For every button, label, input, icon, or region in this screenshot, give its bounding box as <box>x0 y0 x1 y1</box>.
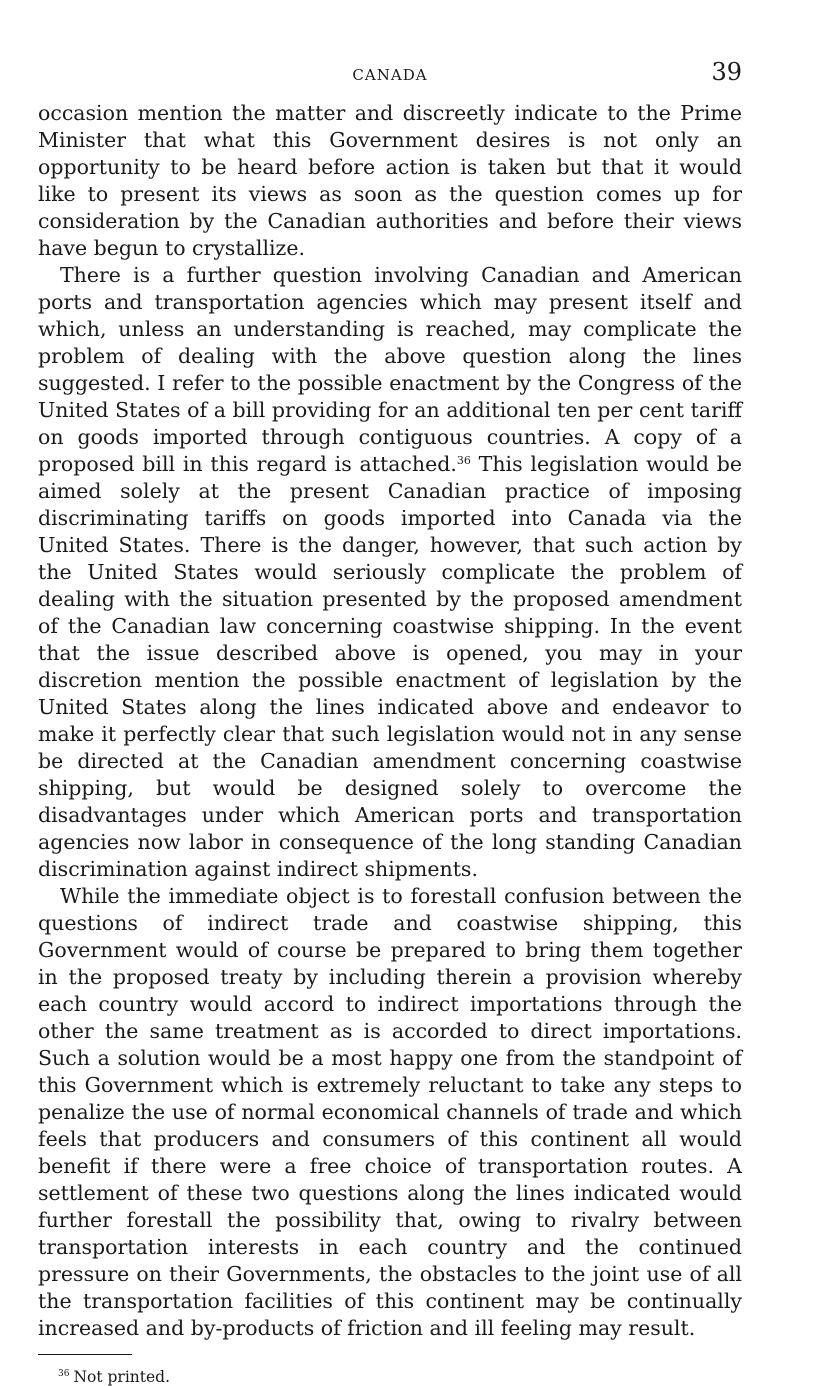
paragraph-2 <box>38 262 742 883</box>
footnote-mark: 36 <box>58 1369 70 1379</box>
footnote-divider <box>38 1354 132 1355</box>
footnote-reference: 36 <box>456 454 471 467</box>
footnote <box>58 1368 742 1386</box>
running-head-title: CANADA <box>352 66 428 84</box>
paragraph-1: occasion mention the matter and discreetly indicate to the Prime Minister that what this Government desires is not only an opportunity to be heard before action is taken but that it would like to present its views as soon as the question comes up for consideration by the Canadian authorities and before their views have begun to crystallize. <box>38 101 742 260</box>
running-head <box>38 58 742 92</box>
paragraph-3: While the immediate object is to forestall confusion between the questions of indirect trade and coastwise shipping, this Government would of course be prepared to bring them together in the proposed treaty by including therein a provision whereby each country would accord to indirect importations through the other the same treatment as is accorded to direct importations. Such a solution would be a most happy one from the standpoint of this Government which is extremely reluctant to take any steps to penalize the use of normal economical channels of trade and which feels that producers and consumers of this continent all would benefit if there were a free choice of transportation routes. A settlement of these two questions along the lines indicated would further forestall the possibility that, owing to rivalry between transportation interests in each country and the continued pressure on their Governments, the obstacles to the joint use of all the transportation facilities of this continent may be continually increased and by-products of friction and ill feeling may result. <box>38 884 742 1340</box>
body-text <box>38 100 742 1342</box>
paragraph-2-part-1: There is a further question involving Canadian and American ports and transportation agencies which may present itself and which, unless an understanding is reached, may complicate the problem of dealing with the above question along the lines suggested. I refer to the possible enactment by the Congress of the United States of a bill providing for an additional ten per cent tariff on goods imported through contiguous countries. A copy of a proposed bill in this regard is attached. <box>38 263 742 476</box>
page <box>38 58 742 1386</box>
footnote-text: Not printed. <box>73 1368 171 1386</box>
paragraph-2-part-2: This legislation would be aimed solely at the present Canadian practice of imposing discriminating tariffs on goods imported into Canada via the United States. There is the danger, however, that such action by the United States would seriously complicate the problem of dealing with the situation presented by the proposed amendment of the Canadian law concerning coastwise shipping. In the event that the issue described above is opened, you may in your discretion mention the possible enactment of legislation by the United States along the lines indicated above and endeavor to make it perfectly clear that such legislation would not in any sense be directed at the Canadian amendment concerning coastwise shipping, but would be designed solely to overcome the disadvantages under which American ports and transportation agencies now labor in consequence of the long standing Canadian discrimination against indirect shipments. <box>38 452 742 881</box>
page-number: 39 <box>711 58 742 86</box>
